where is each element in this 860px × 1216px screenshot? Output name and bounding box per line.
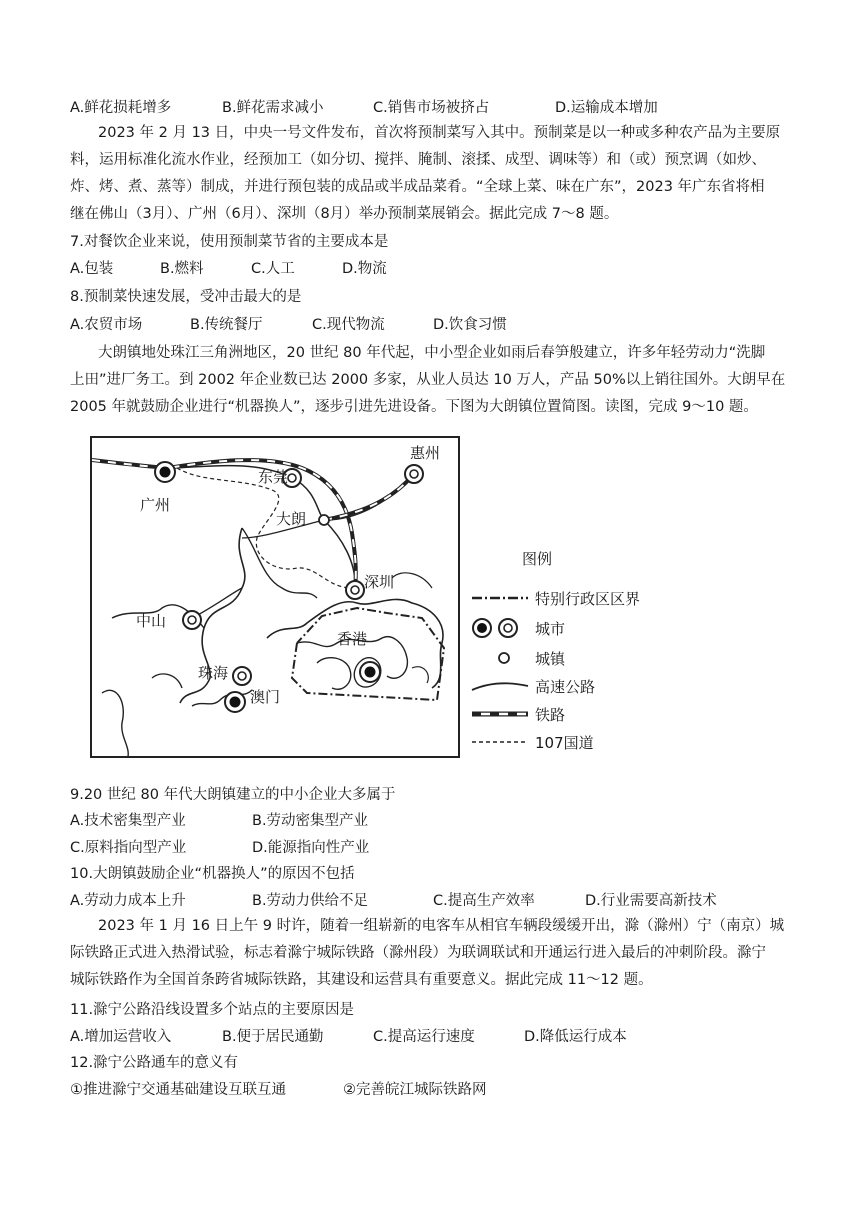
q11-option-a: A.增加运营收入 [70, 1029, 172, 1045]
passage-line: 继在佛山（3月）、广州（6月）、深圳（8月）举办预制菜展销会。据此完成 7～8 题。 [70, 206, 619, 222]
q9-option-c: C.原料指向型产业 [70, 840, 187, 856]
legend-label: 城市 [535, 620, 566, 638]
q9-option-b: B.劳动密集型产业 [252, 813, 369, 829]
passage-chuning-railway [70, 913, 792, 994]
q7-option-d: D.物流 [342, 261, 387, 277]
legend-label: 铁路 [535, 706, 566, 724]
q8-stem: 8.预制菜快速发展，受冲击最大的是 [70, 289, 302, 305]
macau-label: 澳门 [250, 688, 281, 706]
q6-option-d: D.运输成本增加 [555, 100, 658, 116]
passage-line: 2023 年 2 月 13 日，中央一号文件发布，首次将预制菜写入其中。预制菜是以一种或多种农产品为主要原 [98, 125, 781, 141]
q9-stem: 9.20 世纪 80 年代大朗镇建立的中小企业大多属于 [70, 787, 396, 803]
q8-option-a: A.农贸市场 [70, 317, 143, 333]
dalang-location-map [90, 436, 460, 758]
passage-line: 上田”进厂务工。到 2002 年企业数已达 2000 多家，从业人员达 10 万人，产品 50%以上销往国外。大朗早在 [70, 372, 786, 388]
q8-option-b: B.传统餐厅 [190, 317, 263, 333]
expressway-line-icon [470, 674, 530, 698]
q11-option-d: D.降低运行成本 [524, 1029, 627, 1045]
q11-option-b: B.便于居民通勤 [222, 1029, 324, 1045]
passage-dalang [70, 340, 792, 421]
legend-row-town [470, 646, 700, 670]
q11-option-c: C.提高运行速度 [373, 1029, 475, 1045]
q7-option-c: C.人工 [251, 261, 295, 277]
map-legend [470, 548, 700, 758]
macau-city-marker [225, 692, 245, 712]
legend-row-city [470, 616, 700, 640]
guangzhou-label: 广州 [140, 496, 171, 514]
q9-option-d: D.能源指向性产业 [252, 840, 370, 856]
boundary-line-icon [470, 586, 530, 610]
dalang-town-marker [319, 515, 329, 525]
legend-label: 107国道 [535, 734, 594, 752]
passage-line: 城际铁路作为全国首条跨省城际铁路，其建设和运营具有重要意义。据此完成 11～12 题。 [70, 972, 653, 988]
passage-line: 料，运用标准化流水作业，经预加工（如分切、搅拌、腌制、滚揉、成型、调味等）和（或）预烹调（如炒、 [70, 152, 766, 168]
city-symbol-icon [470, 616, 530, 640]
legend-row-national-road [470, 730, 700, 754]
q10-option-d: D.行业需要高新技术 [585, 893, 717, 909]
legend-label: 特别行政区区界 [535, 590, 641, 608]
q10-option-b: B.劳动力供给不足 [252, 893, 369, 909]
passage-line: 2005 年就鼓励企业进行“机器换人”，逐步引进先进设备。下图为大朗镇位置简图。读图，完成 9～10 题。 [70, 399, 758, 415]
q7-stem: 7.对餐饮企业来说，使用预制菜节省的主要成本是 [70, 234, 389, 250]
passage-line: 炸、烤、煮、蒸等）制成，并进行预包装的成品或半成品菜肴。“全球上菜、味在广东”，2023 年广东省将相 [70, 179, 765, 195]
q6-option-b: B.鲜花需求减小 [222, 100, 324, 116]
q12-stem: 12.滁宁公路通车的意义有 [70, 1055, 239, 1071]
zhuhai-city-marker [233, 667, 251, 685]
q10-option-c: C.提高生产效率 [433, 893, 535, 909]
dongguan-label: 东莞 [258, 468, 289, 486]
huizhou-city-marker [405, 465, 423, 483]
legend-row-railway [470, 702, 700, 726]
passage-line: 际铁路正式进入热滑试验，标志着滁宁城际铁路（滁州段）为联调联试和开通运行进入最后的冲刺阶段。滁宁 [70, 945, 766, 961]
passage-line: 2023 年 1 月 16 日上午 9 时许，随着一组崭新的电客车从相官车辆段缓缓开出，滁（滁州）宁（南京）城 [98, 918, 785, 934]
legend-label: 城镇 [535, 650, 566, 668]
zhongshan-city-marker [183, 611, 201, 629]
q12-item-2: ②完善皖江城际铁路网 [343, 1082, 487, 1098]
legend-row-boundary [470, 586, 700, 610]
q9-option-a: A.技术密集型产业 [70, 813, 186, 829]
legend-label: 高速公路 [535, 678, 596, 696]
shenzhen-city-marker [346, 581, 364, 599]
national-road-line-icon [470, 730, 530, 754]
hongkong-city-marker [360, 662, 380, 682]
q11-stem: 11.滁宁公路沿线设置多个站点的主要原因是 [70, 1002, 355, 1018]
guangzhou-city-marker [155, 462, 175, 482]
shenzhen-label: 深圳 [364, 573, 395, 591]
railway-line-icon [470, 702, 530, 726]
q6-option-a: A.鲜花损耗增多 [70, 100, 172, 116]
huizhou-label: 惠州 [410, 444, 441, 462]
q8-option-d: D.饮食习惯 [433, 317, 507, 333]
q8-option-c: C.现代物流 [312, 317, 385, 333]
q12-item-1: ①推进滁宁交通基础建设互联互通 [70, 1082, 286, 1098]
legend-row-expressway [470, 674, 700, 698]
hongkong-label: 香港 [337, 630, 368, 648]
q10-option-a: A.劳动力成本上升 [70, 893, 186, 909]
q10-stem: 10.大朗镇鼓励企业“机器换人”的原因不包括 [70, 866, 355, 882]
zhuhai-label: 珠海 [198, 664, 229, 682]
dalang-label: 大朗 [276, 510, 307, 528]
q6-option-c: C.销售市场被挤占 [373, 100, 490, 116]
zhongshan-label: 中山 [136, 612, 167, 630]
town-symbol-icon [470, 646, 530, 670]
q7-option-b: B.燃料 [160, 261, 204, 277]
passage-prepared-dishes [70, 120, 792, 228]
passage-line: 大朗镇地处珠江三角洲地区，20 世纪 80 年代起，中小型企业如雨后春笋般建立，许多年轻劳动力“洗脚 [98, 345, 766, 361]
legend-title: 图例 [522, 550, 553, 568]
q7-option-a: A.包装 [70, 261, 114, 277]
